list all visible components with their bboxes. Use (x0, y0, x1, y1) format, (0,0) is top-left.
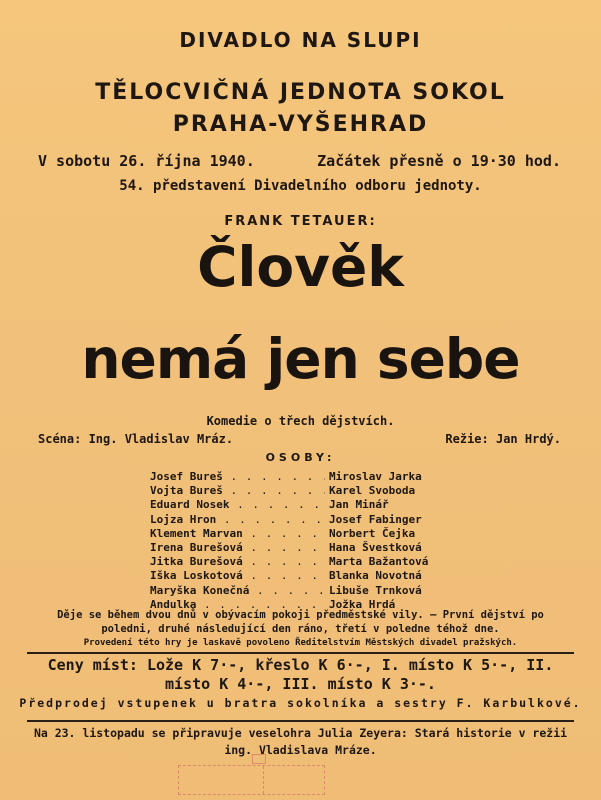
cast-row (150, 498, 470, 512)
cast-role: Irena Burešová . . . (150, 541, 325, 555)
cast-heading: OSOBY: (265, 451, 336, 464)
cast-role: Josef Bureš . . . (150, 470, 325, 484)
event-datetime (38, 152, 561, 170)
cast-actor: Jožka Hrdá (329, 597, 396, 611)
upcoming-show-note: Na 23. listopadu se připravuje veselohra Julia Zeyera: Stará historie v režii ing. Vladislava Mráze. (33, 726, 568, 757)
cast-actor: Hana Švestková (329, 540, 422, 554)
play-title-line1: Člověk (197, 235, 404, 299)
organization-location: PRAHA-VYŠEHRAD (172, 112, 429, 137)
permission-note: Provedení této hry je laskavě povoleno Ředitelstvím Městských divadel pražských. (83, 638, 518, 648)
organization-name: TĚLOCVIČNÁ JEDNOTA SOKOL (95, 80, 506, 105)
cast-actor: Libuše Trnková (329, 583, 422, 597)
divider-top (27, 652, 574, 654)
cast-row (150, 527, 470, 541)
cast-actor: Jan Minář (329, 498, 389, 512)
cast-role: Eduard Nosek . . . (150, 498, 325, 512)
faded-stamp (178, 765, 325, 795)
cast-role: Klement Marvan . . . (150, 527, 325, 541)
cast-actor: Miroslav Jarka (329, 470, 422, 483)
cast-role: Maryška Konečná . . . (150, 584, 325, 598)
cast-role: Lojza Hron . . . (150, 513, 325, 527)
cast-actor: Josef Fabinger (329, 512, 422, 526)
cast-row (150, 470, 470, 484)
cast-role: Vojta Bureš . . . (150, 484, 325, 498)
director-credit: Režie: Jan Hrdý. (445, 432, 561, 446)
scene-credit: Scéna: Ing. Vladislav Mráz. (38, 432, 234, 446)
ticket-prices: Ceny míst: Lože K 7·-, křeslo K 6·-, I. místo K 5·-, II. místo K 4·-, III. místo K 3·-. (47, 656, 554, 693)
event-date: V sobotu 26. října 1940. (38, 152, 255, 170)
cast-actor: Marta Bažantová (329, 555, 429, 569)
event-start-time: Začátek přesně o 19·30 hod. (317, 152, 561, 170)
cast-role: Iška Loskotová . . . (150, 569, 325, 583)
play-author: FRANK TETAUER: (224, 214, 377, 229)
stamp-mark (252, 754, 266, 764)
cast-row (150, 584, 470, 598)
venue-name: DIVADLO NA SLUPI (179, 28, 422, 52)
cast-role: Andulka . . . (150, 598, 325, 612)
cast-list (150, 470, 470, 612)
divider-bottom (27, 720, 574, 722)
cast-row (150, 569, 470, 583)
setting-note: Děje se během dvou dnů v obývacím pokoji předměstské vily. — První dějství po poledni, druhé následující den ráno, třetí v poledne téhož dne. (57, 609, 544, 635)
play-genre: Komedie o třech dějstvích. (206, 414, 395, 428)
cast-row (150, 513, 470, 527)
cast-row (150, 484, 470, 498)
ticket-presale: Předprodej vstupenek u bratra sokolníka a sestry F. Karbulkové. (19, 696, 582, 710)
play-title-line2: nemá jen sebe (81, 327, 520, 391)
cast-role: Jitka Burešová . . . (150, 555, 325, 569)
performance-note: 54. představení Divadelního odboru jednoty. (119, 178, 482, 194)
cast-row (150, 555, 470, 569)
cast-actor: Karel Svoboda (329, 484, 416, 498)
credits (38, 432, 561, 446)
cast-actor: Blanka Novotná (329, 569, 422, 583)
cast-row (150, 541, 470, 555)
cast-actor: Norbert Čejka (329, 526, 416, 540)
